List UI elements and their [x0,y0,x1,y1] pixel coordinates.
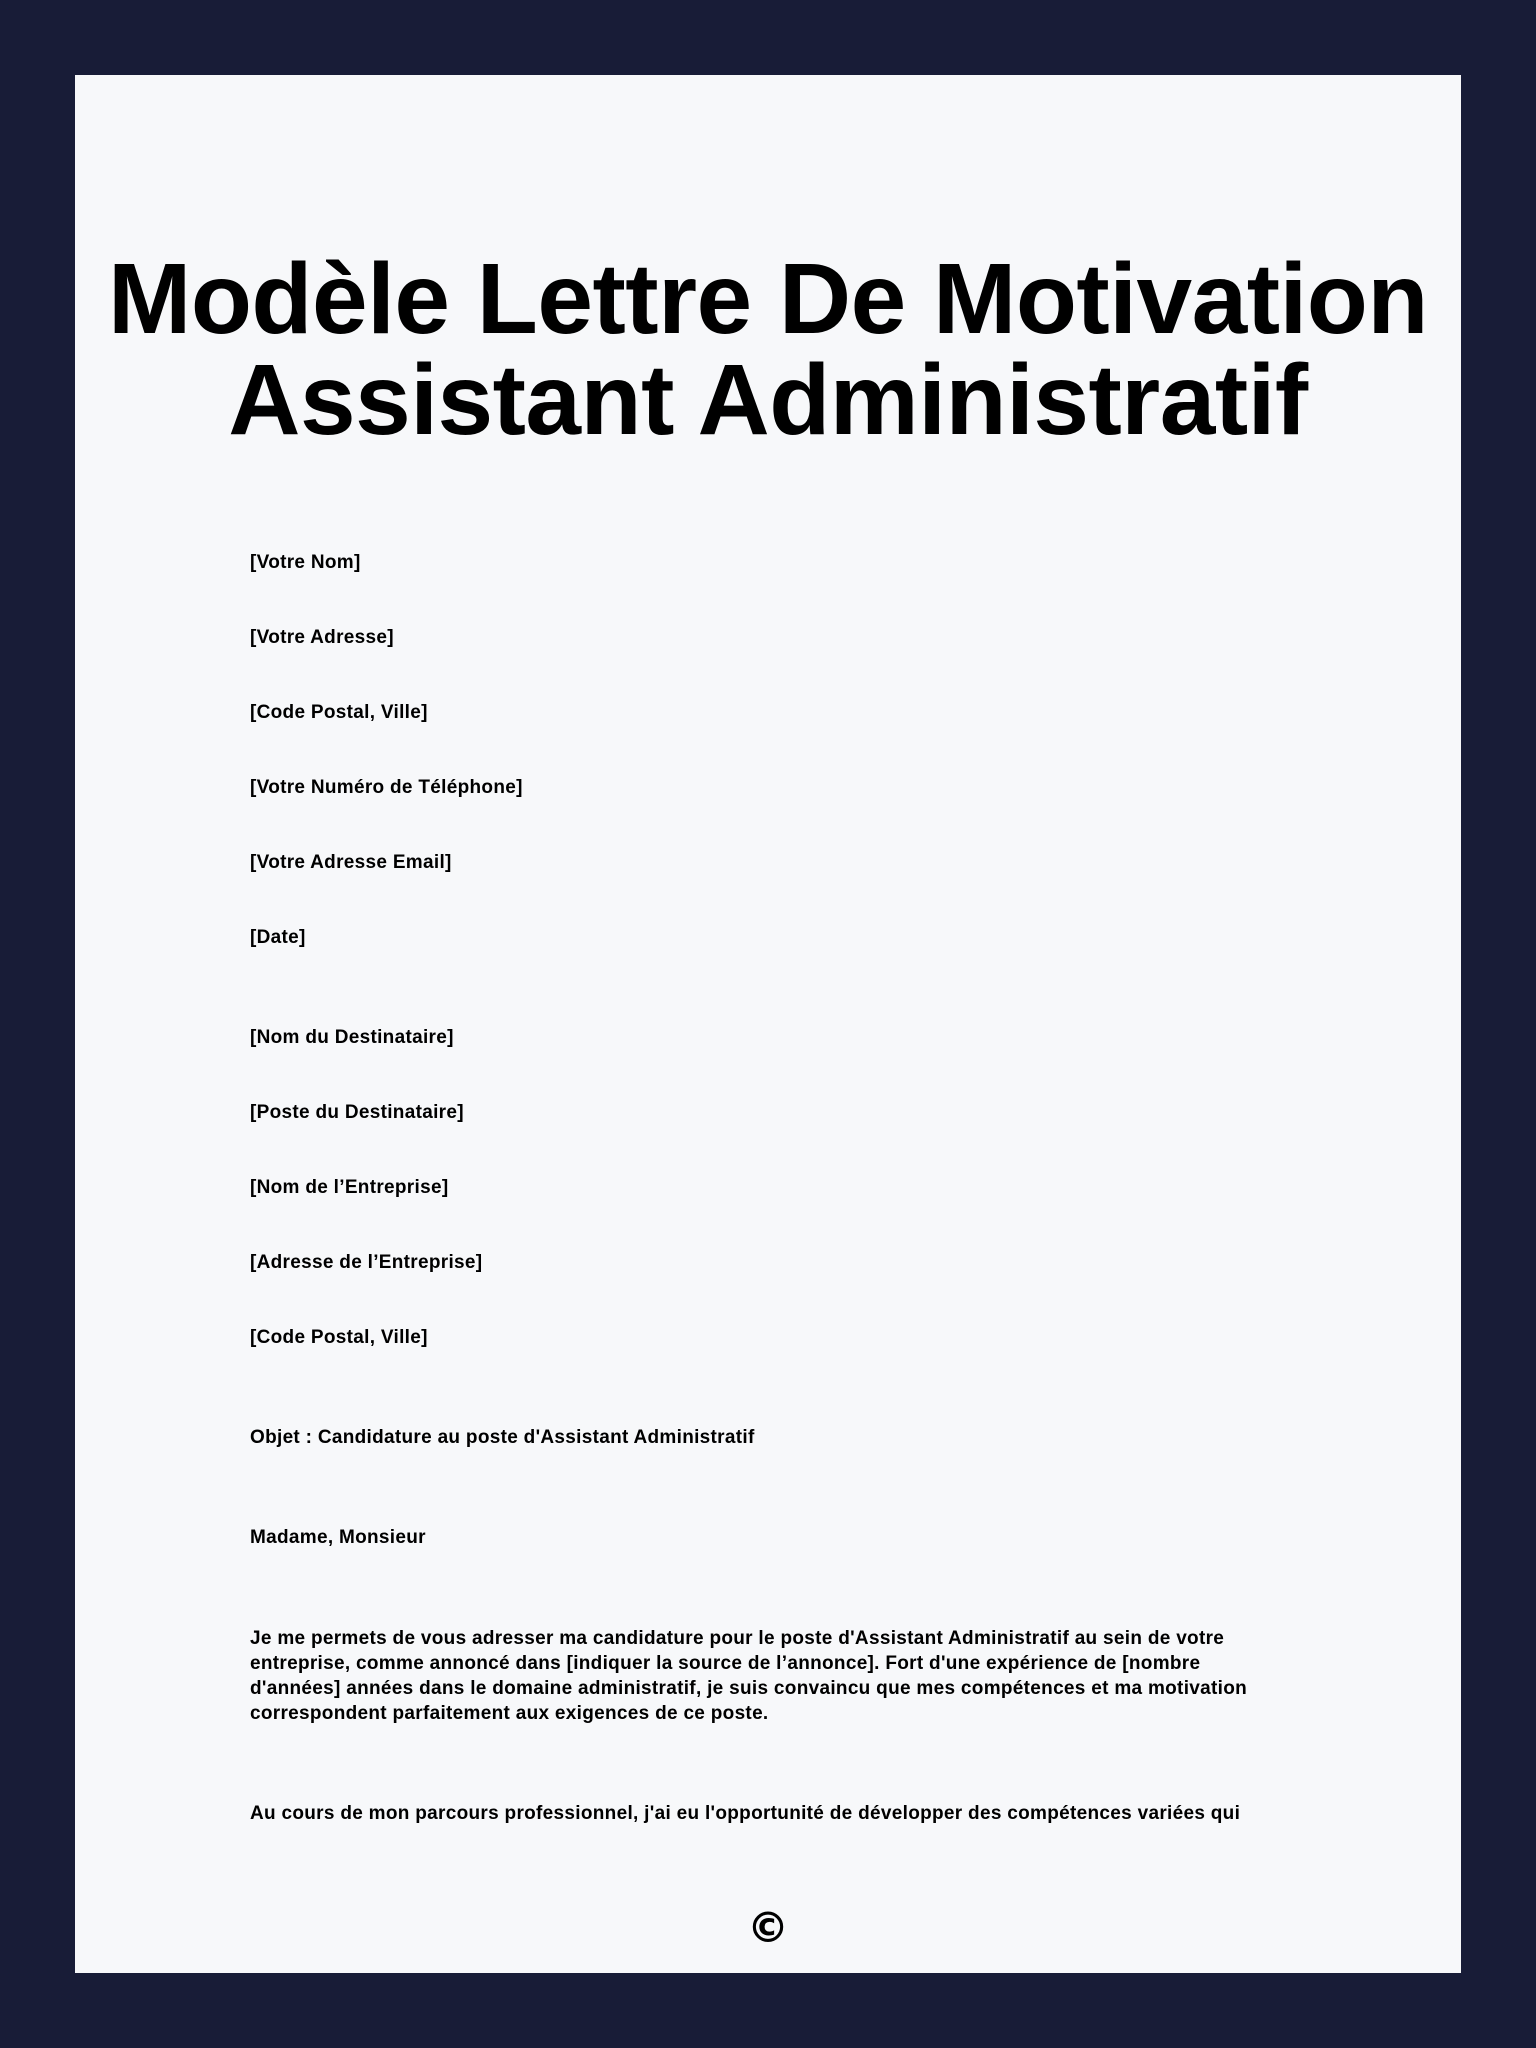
recipient-postal-city: [Code Postal, Ville] [250,1327,428,1348]
title-line-2: Assistant Administratif [228,344,1308,456]
sender-name: [Votre Nom] [250,552,361,573]
recipient-name: [Nom du Destinataire] [250,1027,454,1048]
recipient-position: [Poste du Destinataire] [250,1102,464,1123]
document-page [75,75,1461,1973]
body-paragraph-1: Je me permets de vous adresser ma candidature pour le poste d'Assistant Administratif au sein de votre entreprise, comme annoncé dans [indiquer la source de l’annonce]. Fort d'une expérience de [nombre d'années] années dans le domaine administratif, je suis convaincu que mes compétences et ma motivation correspondent parfaitement aux exigences de ce poste. [250,1628,1248,1724]
letter-salutation: Madame, Monsieur [250,1527,426,1548]
sender-email: [Votre Adresse Email] [250,852,452,873]
sender-address: [Votre Adresse] [250,627,394,648]
copyright-icon: © [747,1903,789,1952]
letter-subject: Objet : Candidature au poste d'Assistant Administratif [250,1427,755,1448]
title-line-1: Modèle Lettre De Motivation [108,243,1428,355]
sender-phone: [Votre Numéro de Téléphone] [250,777,523,798]
recipient-company-address: [Adresse de l’Entreprise] [250,1252,483,1273]
sender-postal-city: [Code Postal, Ville] [250,702,428,723]
letter-date: [Date] [250,927,306,948]
recipient-company: [Nom de l’Entreprise] [250,1177,449,1198]
page-title [75,243,1461,456]
body-paragraph-2: Au cours de mon parcours professionnel, j'ai eu l'opportunité de développer des compétences variées qui [250,1803,1241,1824]
